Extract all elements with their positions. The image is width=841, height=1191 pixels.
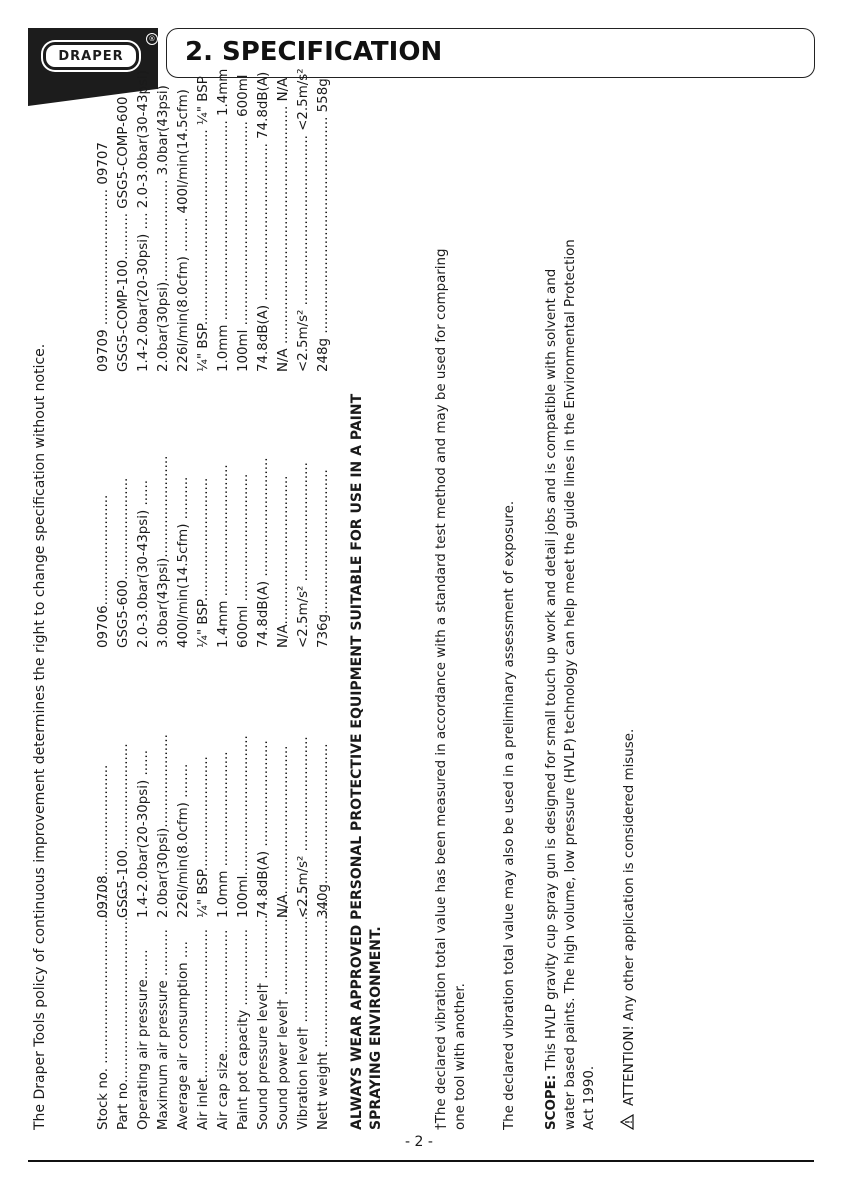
spec-value: 09706.......................... bbox=[96, 494, 111, 648]
spec-value: 340g................................. bbox=[316, 743, 331, 918]
spec-value: GSG5-100......................... bbox=[116, 743, 131, 918]
spec-label: Paint pot capacity .................. bbox=[236, 929, 251, 1130]
spec-value: 2.0bar(30psi)...................... bbox=[156, 734, 171, 918]
section-title-box bbox=[166, 28, 815, 78]
spec-value: ¼" BSP........................... bbox=[196, 756, 211, 918]
spec-label: Sound pressure level† ............... bbox=[256, 914, 271, 1130]
attention-paragraph bbox=[620, 230, 639, 1130]
spec-value: 400l/min(14.5cfm) .......... bbox=[176, 476, 191, 648]
footer-divider bbox=[28, 1160, 814, 1162]
rotated-content bbox=[28, 68, 637, 1130]
spec-value: <2.5m/s² ............................ bbox=[296, 462, 311, 648]
spec-value: 1.0mm ............................................... 1.4mm bbox=[216, 68, 231, 372]
spec-value: <2.5m/s² ........................... bbox=[296, 736, 311, 918]
spec-value: 1.4-2.0bar(20-30psi) ...... bbox=[136, 750, 151, 918]
notice-text: The Draper Tools policy of continuous improvement determines the right to change specification without notice. bbox=[32, 343, 48, 1130]
spec-value: 248g ................................................... 558g bbox=[316, 78, 331, 372]
spec-value: N/A................................... bbox=[276, 475, 291, 648]
spec-value: 100ml................................. bbox=[236, 735, 251, 918]
spec-value: 1.0mm ........................... bbox=[216, 751, 231, 918]
exposure-note: The declared vibration total value may also be used in a preliminary assessment of exposure. bbox=[502, 500, 517, 1130]
spec-label: Air inlet................................... bbox=[196, 928, 211, 1130]
spec-value: 74.8dB(A) ......................... bbox=[256, 740, 271, 918]
spec-value: 74.8dB(A) ............................ bbox=[256, 457, 271, 648]
spec-label: Average air consumption .... bbox=[176, 941, 191, 1130]
spec-label: Maximum air pressure ........... bbox=[156, 929, 171, 1130]
spec-value: 226l/min(8.0cfm) ........ 400l/min(14.5cfm) bbox=[176, 89, 191, 372]
spec-value: 2.0-3.0bar(30-43psi) ...... bbox=[136, 480, 151, 648]
spec-value: GSG5-600........................ bbox=[116, 477, 131, 648]
section-title: 2. SPECIFICATION bbox=[185, 37, 443, 67]
scope-heading: SCOPE: bbox=[544, 1074, 559, 1130]
spec-label: Part no............................................... bbox=[116, 882, 131, 1130]
spec-value: 100ml ................................................ 600ml bbox=[236, 74, 251, 372]
page-number: - 2 - bbox=[405, 1134, 433, 1150]
spec-value: 3.0bar(43psi)........................ bbox=[156, 455, 171, 648]
spec-value: 09708.......................... bbox=[96, 764, 111, 918]
spec-value: 1.4mm ............................... bbox=[216, 464, 231, 648]
spec-label: Air cap size............................. bbox=[216, 929, 231, 1130]
spec-label: Operating air pressure....... bbox=[136, 949, 151, 1130]
scope-text: This HVLP gravity cup spray gun is designed for small touch up work and detail jobs and is compatible with solvent and water based paints. The high volume, low pressure (HVLP) technology can help meet the guide lines in the Environmental Protection Act 1990. bbox=[544, 239, 597, 1130]
spec-value: 09709 ................................ 09707 bbox=[96, 142, 111, 372]
spec-value: 736g.................................. bbox=[316, 469, 331, 648]
registered-mark: ® bbox=[146, 33, 158, 45]
spec-value: N/A ........................................................ N/A bbox=[276, 77, 291, 372]
spec-value: ¼" BSP.............................................. ¼" BSP bbox=[196, 76, 211, 372]
spec-value: 2.0bar(30psi)........................ 3.0bar(43psi) bbox=[156, 85, 171, 372]
spec-value: <2.5m/s² ........................................ <2.5m/s² bbox=[296, 68, 311, 372]
spec-value: 1.4-2.0bar(20-30psi) .... 2.0-3.0bar(30-43psi) bbox=[136, 70, 151, 372]
draper-logo bbox=[43, 42, 139, 70]
spec-label: Stock no. .......................................... bbox=[96, 884, 111, 1130]
spec-label: Sound power level† ...................... bbox=[276, 901, 291, 1130]
spec-label: Nett weight ................................... bbox=[316, 898, 331, 1130]
spec-label: Vibration level† ................................ bbox=[296, 886, 311, 1130]
attention-text: ATTENTION! Any other application is considered misuse. bbox=[622, 728, 637, 1106]
spec-value: 226l/min(8.0cfm) ........ bbox=[176, 763, 191, 918]
ppe-warning: ALWAYS WEAR APPROVED PERSONAL PROTECTIVE EQUIPMENT SUITABLE FOR USE IN A PAINT SPRAYING ENVIRONMENT. bbox=[349, 393, 384, 1130]
brand-text: DRAPER bbox=[58, 48, 124, 64]
spec-value: 600ml .............................. bbox=[236, 473, 251, 648]
scope-paragraph bbox=[542, 230, 599, 1130]
spec-value: 74.8dB(A) ..................................... 74.8dB(A) bbox=[256, 71, 271, 372]
warning-triangle-icon bbox=[620, 1114, 634, 1130]
vibration-note: †The declared vibration total value has been measured in accordance with a standard test method and may be used for comparing one tool with another. bbox=[434, 248, 468, 1130]
spec-value: GSG5-COMP-100........... GSG5-COMP-600 bbox=[116, 96, 131, 372]
spec-value: N/A................................... bbox=[276, 745, 291, 918]
spec-value: ¼" BSP............................. bbox=[196, 477, 211, 648]
